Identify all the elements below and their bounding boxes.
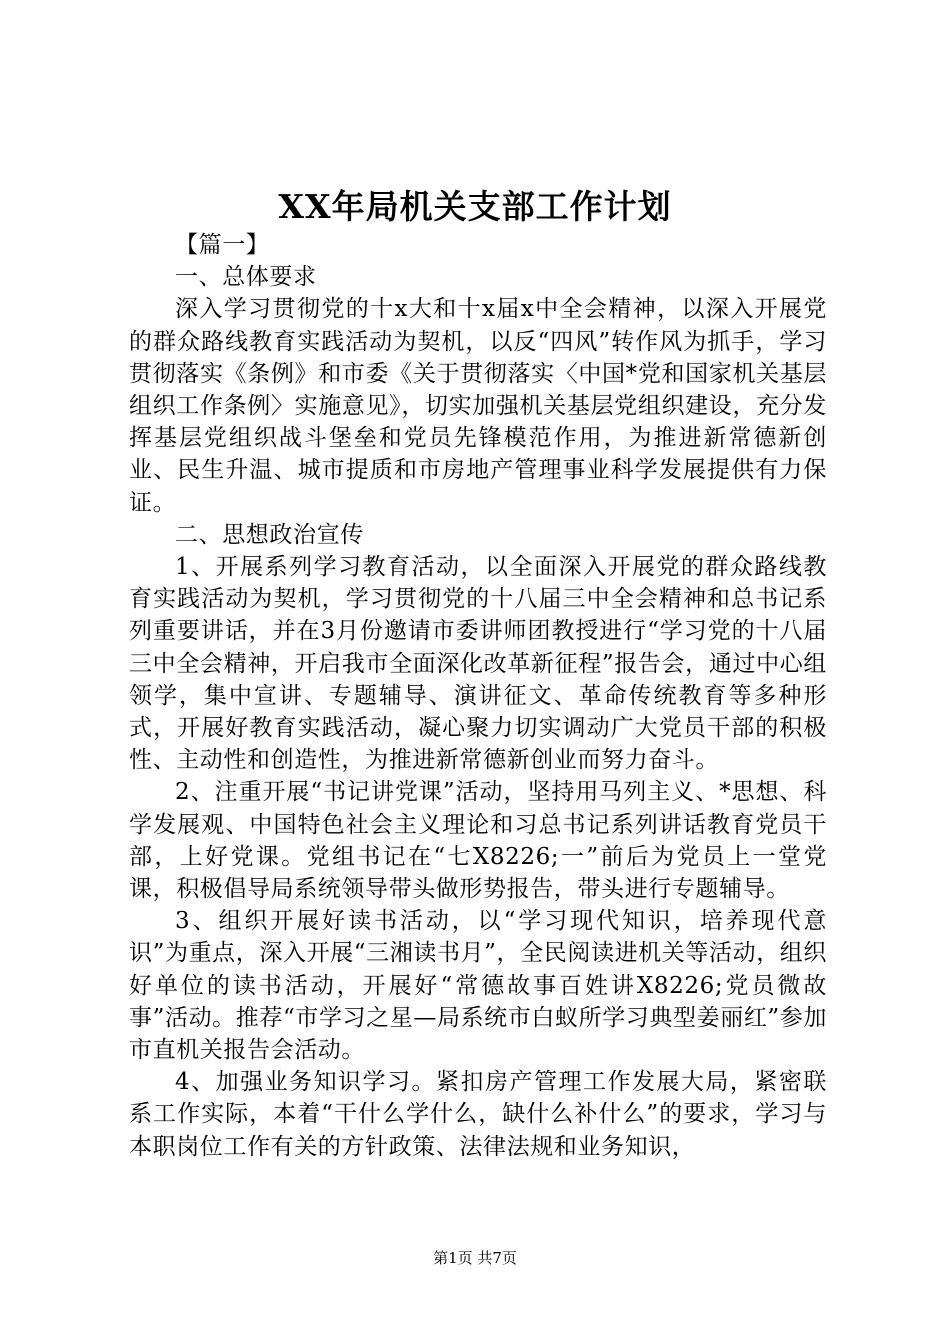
document-title: XX年局机关支部工作计划 (278, 187, 672, 226)
paragraph-item-2: 2、注重开展“书记讲党课”活动，坚持用马列主义、*思想、科学发展观、中国特色社会主义理论和习总书记系列讲话教育党员干部，上好党课。党组书记在“七X8226;一”前后为党员上一堂党课，积极倡导局系统领导带头做形势报告，带头进行专题辅导。 (129, 779, 827, 903)
heading-ideological-publicity: 二、思想政治宣传 (175, 521, 364, 548)
paragraph-general-requirements: 深入学习贯彻党的十x大和十x届x中全会精神，以深入开展党的群众路线教育实践活动为契机，以反“四风”转作风为抓手，学习贯彻落实《条例》和市委《关于贯彻落实〈中国*党和国家机关基层组织工作条例〉实施意见》，切实加强机关基层党组织建设，充分发挥基层党组织战斗堡垒和党员先锋模范作用，为推进新常德新创业、民生升温、城市提质和市房地产管理事业科学发展提供有力保证。 (129, 296, 827, 516)
page-footer: 第1页 共7页 (433, 1249, 517, 1267)
paragraph-item-3: 3、组织开展好读书活动，以“学习现代知识，培养现代意识”为重点，深入开展“三湘读书月”，全民阅读进机关等活动，组织好单位的读书活动，开展好“常德故事百姓讲X8226;党员微故事”活动。推荐“市学习之星—局系统市白蚁所学习典型姜丽红”参加市直机关报告会活动。 (129, 908, 827, 1064)
heading-general-requirements: 一、总体要求 (175, 264, 317, 291)
document-body (129, 229, 827, 1163)
paragraph-item-1: 1、开展系列学习教育活动，以全面深入开展党的群众路线教育实践活动为契机，学习贯彻党的十八届三中全会精神和总书记系列重要讲话，并在3月份邀请市委讲师团教授进行“学习党的十八届三中全会精神，开启我市全面深化改革新征程”报告会，通过中心组领学，集中宣讲、专题辅导、演讲征文、革命传统教育等多种形式，开展好教育实践活动，凝心聚力切实调动广大党员干部的积极性、主动性和创造性，为推进新常德新创业而努力奋斗。 (129, 554, 827, 774)
paragraph-item-4: 4、加强业务知识学习。紧扣房产管理工作发展大局，紧密联系工作实际，本着“干什么学什么，缺什么补什么”的要求，学习与本职岗位工作有关的方针政策、法律法规和业务知识， (129, 1069, 827, 1160)
section-label: 【篇一】 (175, 232, 270, 258)
